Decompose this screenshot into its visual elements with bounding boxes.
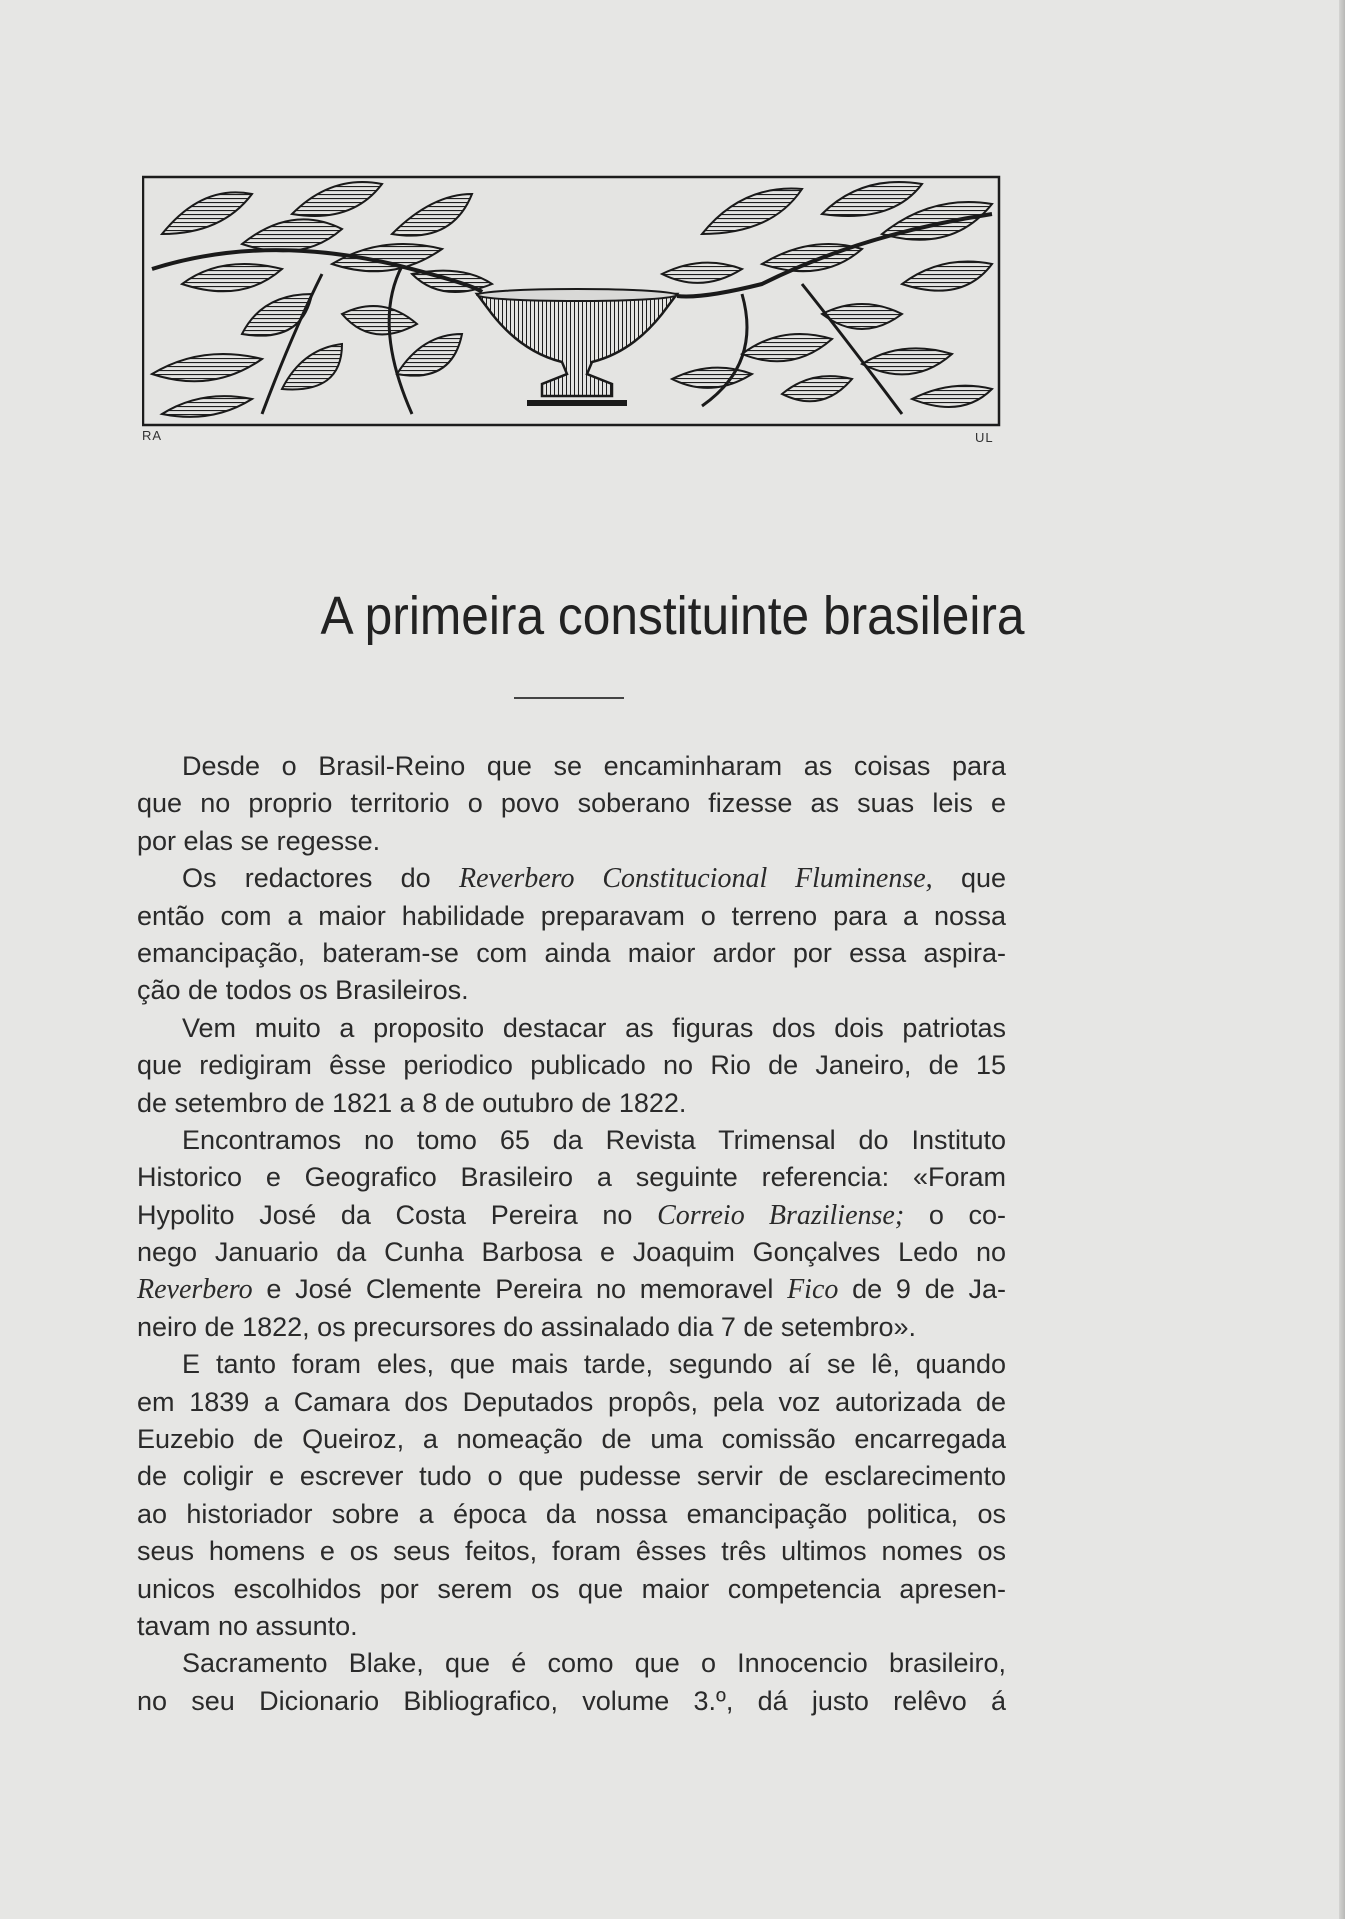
- text-line: Vem muito a proposito destacar as figuras dos dois patriotas: [182, 1012, 1006, 1043]
- text-line: Reverbero e José Clemente Pereira no memoravel Fico de 9 de Ja-: [137, 1274, 1006, 1306]
- text-line: Encontramos no tomo 65 da Revista Trimensal do Instituto: [182, 1124, 1006, 1155]
- text-line: Hypolito José da Costa Pereira no Correio Braziliense; o co-: [137, 1199, 1006, 1231]
- text-line: ção de todos os Brasileiros.: [137, 975, 469, 1006]
- text-line: Euzebio de Queiroz, a nomeação de uma comissão encarregada: [137, 1424, 1006, 1455]
- artist-signature-right: UL: [975, 430, 994, 445]
- page-edge: [1339, 0, 1345, 1919]
- text-line: unicos escolhidos por serem os que maior competencia apresen-: [137, 1573, 1006, 1604]
- text-line: tavam no assunto.: [137, 1610, 358, 1641]
- text-line: então com a maior habilidade preparavam o terreno para a nossa: [137, 900, 1006, 931]
- text-line: E tanto foram eles, que mais tarde, segundo aí se lê, quando: [182, 1349, 1006, 1380]
- text-line: nego Januario da Cunha Barbosa e Joaquim Gonçalves Ledo no: [137, 1237, 1006, 1268]
- text-line: Desde o Brasil-Reino que se encaminharam as coisas para: [182, 751, 1006, 781]
- text-line: emancipação, bateram-se com ainda maior ardor por essa aspira-: [137, 937, 1006, 968]
- text-line: por elas se regesse.: [137, 825, 381, 856]
- text-line: seus homens e os seus feitos, foram êsses três ultimos nomes os: [137, 1536, 1006, 1567]
- title-divider: [514, 697, 624, 699]
- text-line: que no proprio territorio o povo soberano fizesse as suas leis e: [137, 788, 1006, 819]
- article-body: [137, 748, 1006, 1720]
- artist-signature-left: RA: [142, 428, 163, 443]
- text-line: neiro de 1822, os precursores do assinalado dia 7 de setembro».: [137, 1311, 916, 1342]
- text-line: ao historiador sobre a época da nossa emancipação politica, os: [137, 1498, 1006, 1529]
- text-line: Sacramento Blake, que é como que o Innocencio brasileiro,: [182, 1648, 1006, 1679]
- text-line: de coligir e escrever tudo o que pudesse servir de esclarecimento: [137, 1461, 1006, 1492]
- text-line: Historico e Geografico Brasileiro a seguinte referencia: «Foram: [137, 1162, 1006, 1193]
- text-line: que redigiram êsse periodico publicado no Rio de Janeiro, de 15: [137, 1050, 1006, 1081]
- text-line: no seu Dicionario Bibliografico, volume 3.º, dá justo relêvo á: [137, 1685, 1006, 1716]
- laurel-bowl-ornament-icon: [142, 174, 1002, 429]
- text-line: em 1839 a Camara dos Deputados propôs, pela voz autorizada de: [137, 1386, 1006, 1417]
- text-line: de setembro de 1821 a 8 de outubro de 1822.: [137, 1087, 687, 1118]
- text-line: Os redactores do Reverbero Constitucional Fluminense, que: [182, 863, 1006, 895]
- page-title: A primeira constituinte brasileira: [320, 586, 1025, 646]
